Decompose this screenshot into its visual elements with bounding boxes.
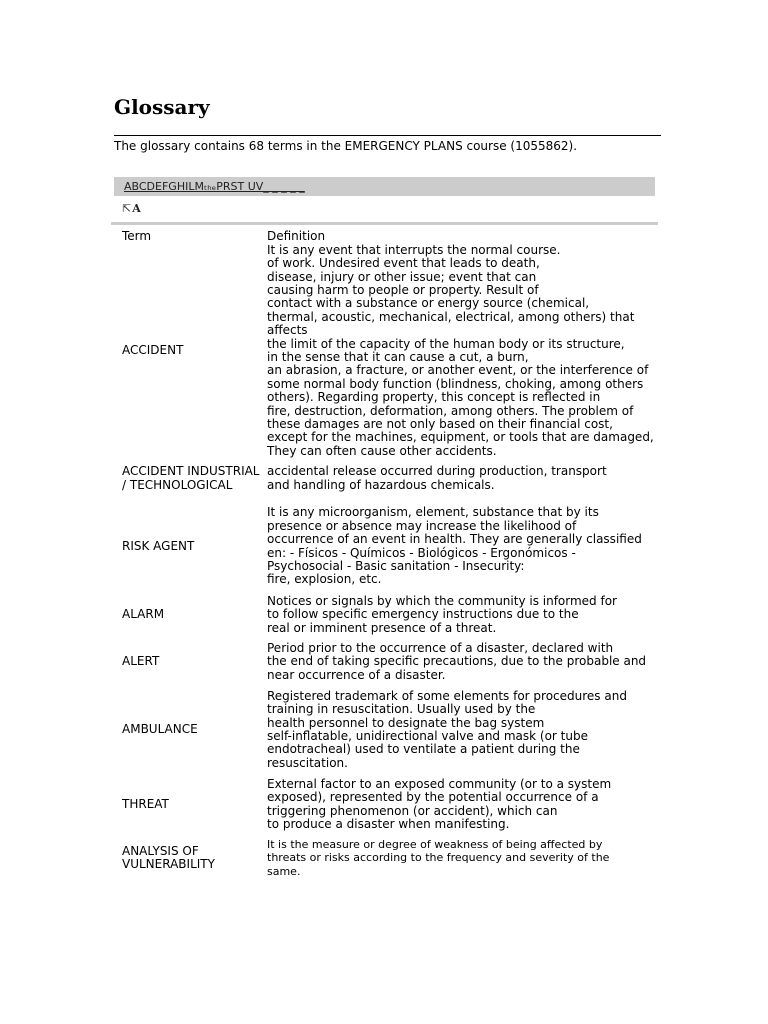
glossary-definition: It is the measure or degree of weakness of being affected by threats or risks according to the frequency and severity of the same. xyxy=(267,837,610,878)
glossary-row xyxy=(122,777,658,832)
glossary-definition: Notices or signals by which the community is informed for to follow specific emergency instructions due to the real or imminent presence of a threat. xyxy=(267,593,617,635)
glossary-row xyxy=(122,505,658,588)
up-arrow-icon[interactable]: ⇱ xyxy=(122,202,132,215)
glossary-row xyxy=(122,458,658,499)
glossary-definition: It is any event that interrupts the normal course. of work. Undesired event that leads to death, disease, injury or other issue; event that can causing harm to people or property. Result of contact with a substance or energy source (chemical, thermal, acoustic, mechanical, electrical, among others) that affects the limit of the capacity of the human body or its structure, in the sense that it can cause a cut, a burn, an abrasion, a fracture, or another event, or the interference of some normal body function (blindness, choking, among others others). Regarding property, this concept is reflected in fire, destruction, deformation, among others. The problem of these damages are not only based on their financial cost, except for the machines, equipment, or tools that are damaged, They can often cause other accidents. xyxy=(267,242,654,458)
glossary-definition: Registered trademark of some elements for procedures and training in resuscitation. Usually used by the health personnel to designate the bag system self-inflatable, unidirectional valve and mask (or tube endotracheal) used to ventilate a patient during the resuscitation. xyxy=(267,688,627,770)
glossary-term: ALERT xyxy=(122,654,160,669)
page-title: Glossary xyxy=(114,95,210,119)
glossary-intro: The glossary contains 68 terms in the EMERGENCY PLANS course (1055862). xyxy=(114,139,578,153)
section-divider xyxy=(111,222,658,225)
glossary-row xyxy=(122,641,658,683)
glossary-term: THREAT xyxy=(122,796,169,811)
glossary-definition: accidental release occurred during production, transport and handling of hazardous chemicals. xyxy=(267,464,607,492)
glossary-definition: External factor to an exposed community (or to a system exposed), represented by the potential occurrence of a triggering phenomenon (or accident), which can to produce a disaster when manifesting. xyxy=(267,776,612,831)
glossary-row xyxy=(122,837,658,879)
section-letter: A xyxy=(132,202,141,215)
column-header-term: Term xyxy=(122,229,152,243)
glossary-definition: It is any microorganism, element, substance that by its presence or absence may increase the likelihood of occurrence of an event in health. They are generally classified en: - Físicos - Químicos - Biológicos - Ergonómicos - Psychosocial - Basic sanitation - Insecurity: fire, explosion, etc. xyxy=(267,505,642,587)
section-heading xyxy=(122,201,141,217)
glossary-row xyxy=(122,689,658,771)
glossary-term: RISK AGENT xyxy=(122,538,195,553)
glossary-term: ACCIDENT xyxy=(122,343,184,358)
title-divider xyxy=(114,135,661,136)
glossary-term: ACCIDENT INDUSTRIAL / TECHNOLOGICAL xyxy=(122,464,260,492)
letter-navigation-links[interactable]: ABCDEFGHILMₜₕₑPRST UV_ _ _ _ _ xyxy=(124,180,305,193)
column-header-definition: Definition xyxy=(267,229,326,243)
glossary-row xyxy=(122,242,658,458)
letter-navigation-bar xyxy=(114,177,655,196)
glossary-definition: Period prior to the occurrence of a disaster, declared with the end of taking specific precautions, due to the probable and near occurrence of a disaster. xyxy=(267,640,647,682)
glossary-term: ALARM xyxy=(122,607,165,622)
glossary-term: ANALYSIS OF VULNERABILITY xyxy=(122,843,215,871)
glossary-term: AMBULANCE xyxy=(122,722,198,737)
glossary-row xyxy=(122,594,658,636)
